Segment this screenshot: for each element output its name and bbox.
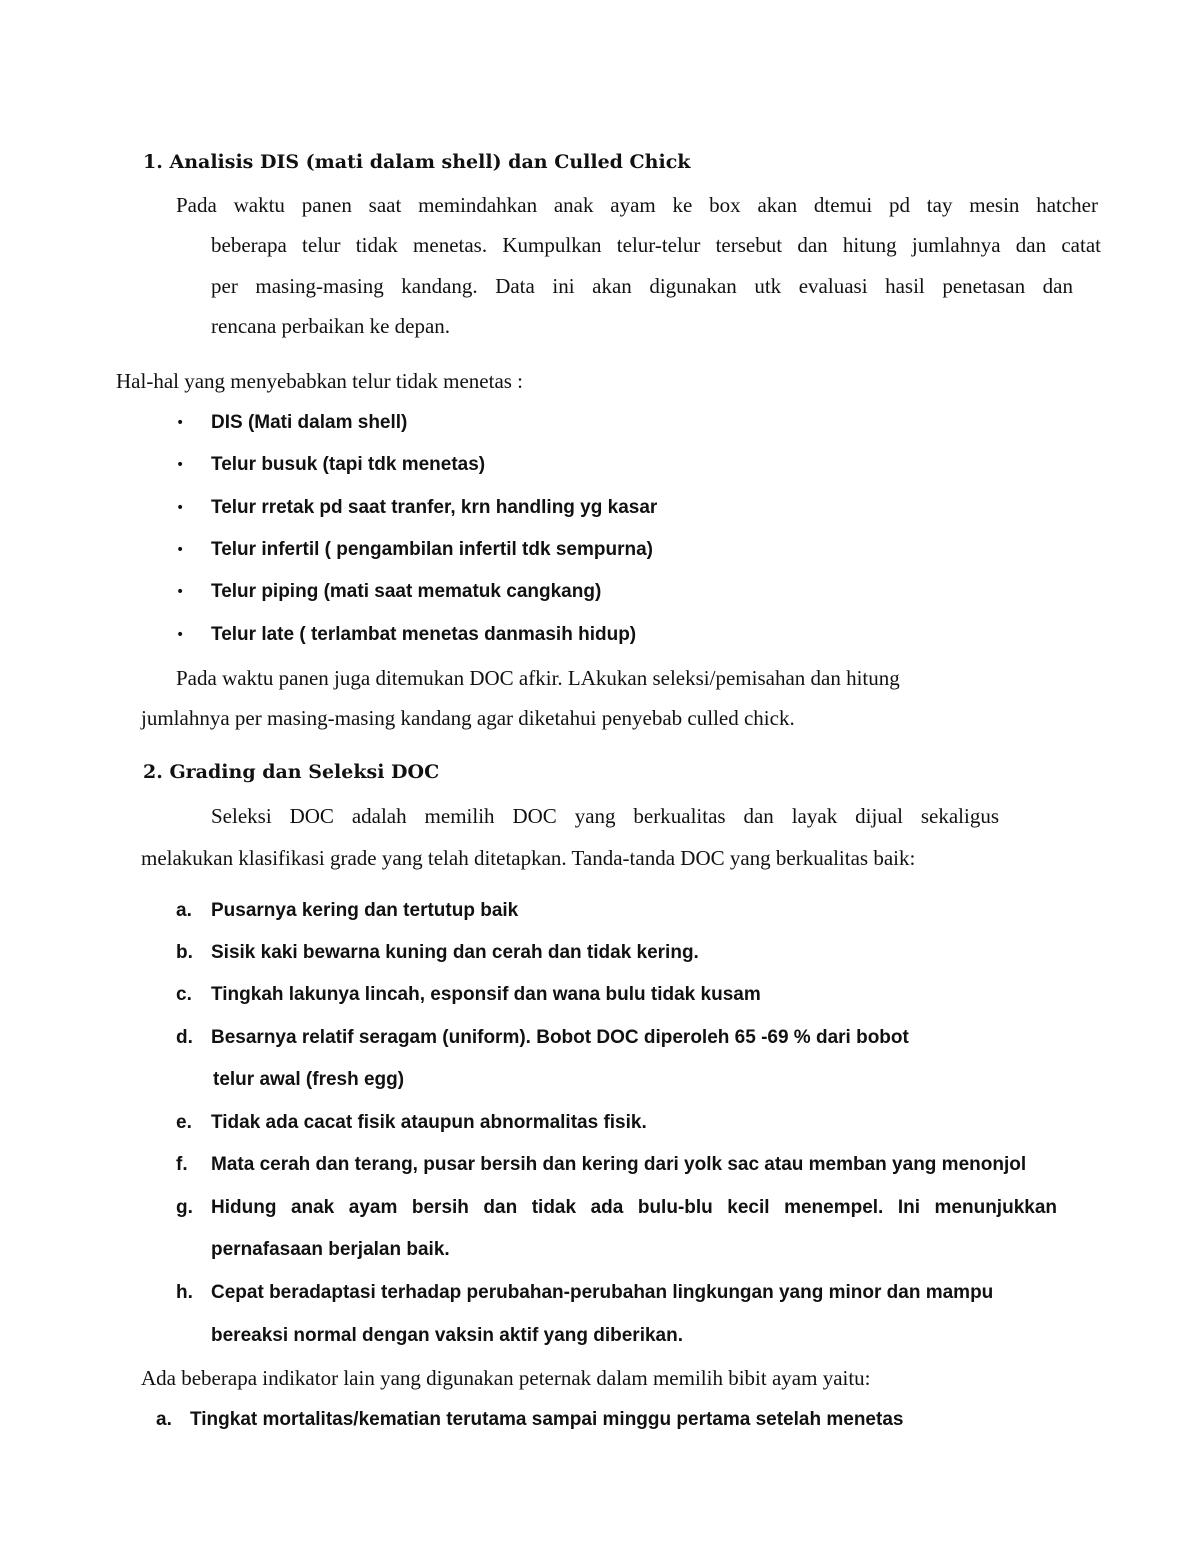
indicator-letter: a.	[156, 1409, 172, 1430]
quality-item: Cepat beradaptasi terhadap perubahan-perubahan lingkungan yang minor dan mampu	[211, 1282, 994, 1303]
quality-item: Besarnya relatif seragam (uniform). Bobot DOC diperoleh 65 -69 % dari bobot	[211, 1027, 909, 1048]
section-1-paragraph-line: rencana perbaikan ke depan.	[211, 314, 451, 338]
bullet-marker: •	[176, 542, 185, 558]
quality-item: Hidung anak ayam bersih dan tidak ada bulu-blu kecil menempel. Ini menunjukkan	[211, 1197, 1057, 1218]
section-1-paragraph-line: beberapa telur tidak menetas. Kumpulkan telur-telur tersebut dan hitung jumlahnya dan catat	[211, 233, 1101, 257]
item-letter: f.	[176, 1154, 188, 1175]
bullet-marker: •	[176, 627, 185, 643]
quality-item: Sisik kaki bewarna kuning dan cerah dan tidak kering.	[211, 942, 699, 963]
section-1-closing-line: Pada waktu panen juga ditemukan DOC afkir. LAkukan seleksi/pemisahan dan hitung	[176, 666, 900, 690]
bullet-item: Telur busuk (tapi tdk menetas)	[211, 454, 486, 475]
item-letter: g.	[176, 1197, 193, 1218]
quality-item: Pusarnya kering dan tertutup baik	[211, 900, 519, 921]
quality-item: Tingkah lakunya lincah, esponsif dan wana bulu tidak kusam	[211, 984, 761, 1005]
section-1-paragraph-line: Pada waktu panen saat memindahkan anak ayam ke box akan dtemui pd tay mesin hatcher	[176, 193, 1098, 217]
bullet-item: Telur piping (mati saat mematuk cangkang)	[211, 581, 602, 602]
section-1-heading: 1. Analisis DIS (mati dalam shell) dan Culled Chick	[143, 151, 691, 173]
indicator-item: Tingkat mortalitas/kematian terutama sampai minggu pertama setelah menetas	[190, 1409, 904, 1430]
bullet-item: Telur rretak pd saat tranfer, krn handling yg kasar	[211, 497, 658, 518]
bullet-marker: •	[176, 584, 185, 600]
bullet-item: Telur late ( terlambat menetas danmasih hidup)	[211, 624, 637, 645]
item-letter: b.	[176, 942, 193, 963]
section-1-closing-line: jumlahnya per masing-masing kandang agar diketahui penyebab culled chick.	[141, 706, 795, 730]
item-letter: e.	[176, 1112, 192, 1133]
quality-item: Mata cerah dan terang, pusar bersih dan kering dari yolk sac atau memban yang menonjol	[211, 1154, 1027, 1175]
item-letter: d.	[176, 1027, 193, 1048]
indicator-intro: Ada beberapa indikator lain yang digunakan peternak dalam memilih bibit ayam yaitu:	[141, 1366, 871, 1390]
item-letter: a.	[176, 900, 192, 921]
quality-item-continuation: pernafasaan berjalan baik.	[211, 1239, 450, 1260]
causes-intro: Hal-hal yang menyebabkan telur tidak menetas :	[116, 369, 524, 393]
bullet-marker: •	[176, 415, 185, 431]
quality-item-continuation: telur awal (fresh egg)	[213, 1069, 405, 1090]
quality-item-continuation: bereaksi normal dengan vaksin aktif yang diberikan.	[211, 1325, 684, 1346]
bullet-marker: •	[176, 500, 185, 516]
bullet-marker: •	[176, 457, 185, 473]
section-1-paragraph-line: per masing-masing kandang. Data ini akan digunakan utk evaluasi hasil penetasan dan	[211, 274, 1073, 298]
item-letter: h.	[176, 1282, 193, 1303]
bullet-item: Telur infertil ( pengambilan infertil tdk sempurna)	[211, 539, 653, 560]
section-2-paragraph-line: Seleksi DOC adalah memilih DOC yang berkualitas dan layak dijual sekaligus	[211, 804, 999, 828]
bullet-item: DIS (Mati dalam shell)	[211, 412, 408, 433]
quality-item: Tidak ada cacat fisik ataupun abnormalitas fisik.	[211, 1112, 647, 1133]
section-2-paragraph-line: melakukan klasifikasi grade yang telah ditetapkan. Tanda-tanda DOC yang berkualitas baik:	[141, 846, 916, 870]
item-letter: c.	[176, 984, 192, 1005]
section-2-heading: 2. Grading dan Seleksi DOC	[143, 761, 440, 783]
